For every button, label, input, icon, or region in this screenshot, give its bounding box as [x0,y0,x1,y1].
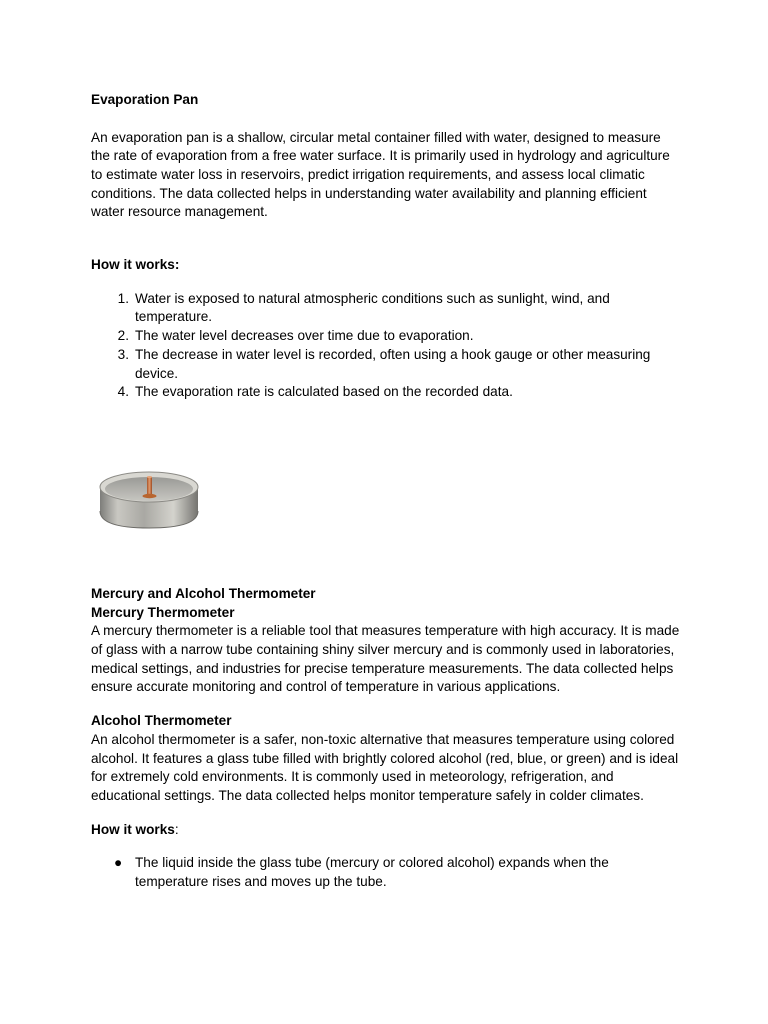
list-item-number: 1. [117,290,129,306]
list-item [117,327,681,346]
list-item-number: 2. [117,328,129,344]
spacer [91,222,681,256]
list-item [117,383,681,402]
list-item-number: 4. [117,384,129,400]
evaporation-pan-image [91,438,207,560]
list-item-text: The evaporation rate is calculated based on the recorded data. [135,384,513,400]
thermometer-section-heading: Mercury and Alcohol Thermometer [91,585,316,601]
list-item-text: The decrease in water level is recorded, often using a hook gauge or other measuring device. [135,346,651,381]
evaporation-how-it-works-heading: How it works: [91,257,180,273]
list-item-number: 3. [117,346,129,362]
list-item [117,290,681,327]
list-item-text: The water level decreases over time due to evaporation. [135,328,474,344]
thermometer-bullets-list [91,854,681,891]
evaporation-pan-illustration [91,438,207,560]
how-it-works-label: How it works [91,821,175,837]
list-item [117,346,681,383]
evaporation-steps-list [91,290,681,402]
list-item-text: The liquid inside the glass tube (mercury or colored alcohol) expands when the temperature rises and moves up the tube. [135,855,609,890]
bullet-dot: ● [114,855,123,871]
evaporation-pan-heading: Evaporation Pan [91,92,199,107]
thermometer-how-it-works-heading [91,821,681,840]
list-item [114,854,681,891]
mercury-thermometer-description: A mercury thermometer is a reliable tool that measures temperature with high accuracy. It is made of glass with a narrow tube containing shiny silver mercury and is commonly used in laboratories, medical settings, and industries for precise temperature measurements. The data collected helps ensure accurate monitoring and control of temperature in various applications. [91,623,680,695]
mercury-thermometer-heading: Mercury Thermometer [91,604,235,620]
spacer [91,697,681,712]
alcohol-thermometer-heading: Alcohol Thermometer [91,713,232,729]
list-item-text: Water is exposed to natural atmospheric conditions such as sunlight, wind, and temperature. [135,290,610,325]
how-it-works-colon: : [174,821,179,837]
alcohol-thermometer-description: An alcohol thermometer is a safer, non-toxic alternative that measures temperature using colored alcohol. It features a glass tube filled with brightly colored alcohol (red, blue, or green) and is ideal for extremely cold environments. It is commonly used in meteorology, refrigeration, and educational settings. The data collected helps monitor temperature safely in colder climates. [91,731,679,803]
spacer [91,806,681,821]
evaporation-pan-description: An evaporation pan is a shallow, circular metal container filled with water, designed to measure the rate of evaporation from a free water surface. It is primarily used in hydrology and agriculture to estimate water loss in reservoirs, predict irrigation requirements, and assess local climatic conditions. The data collected helps in understanding water availability and planning efficient water resource management. [91,129,670,220]
